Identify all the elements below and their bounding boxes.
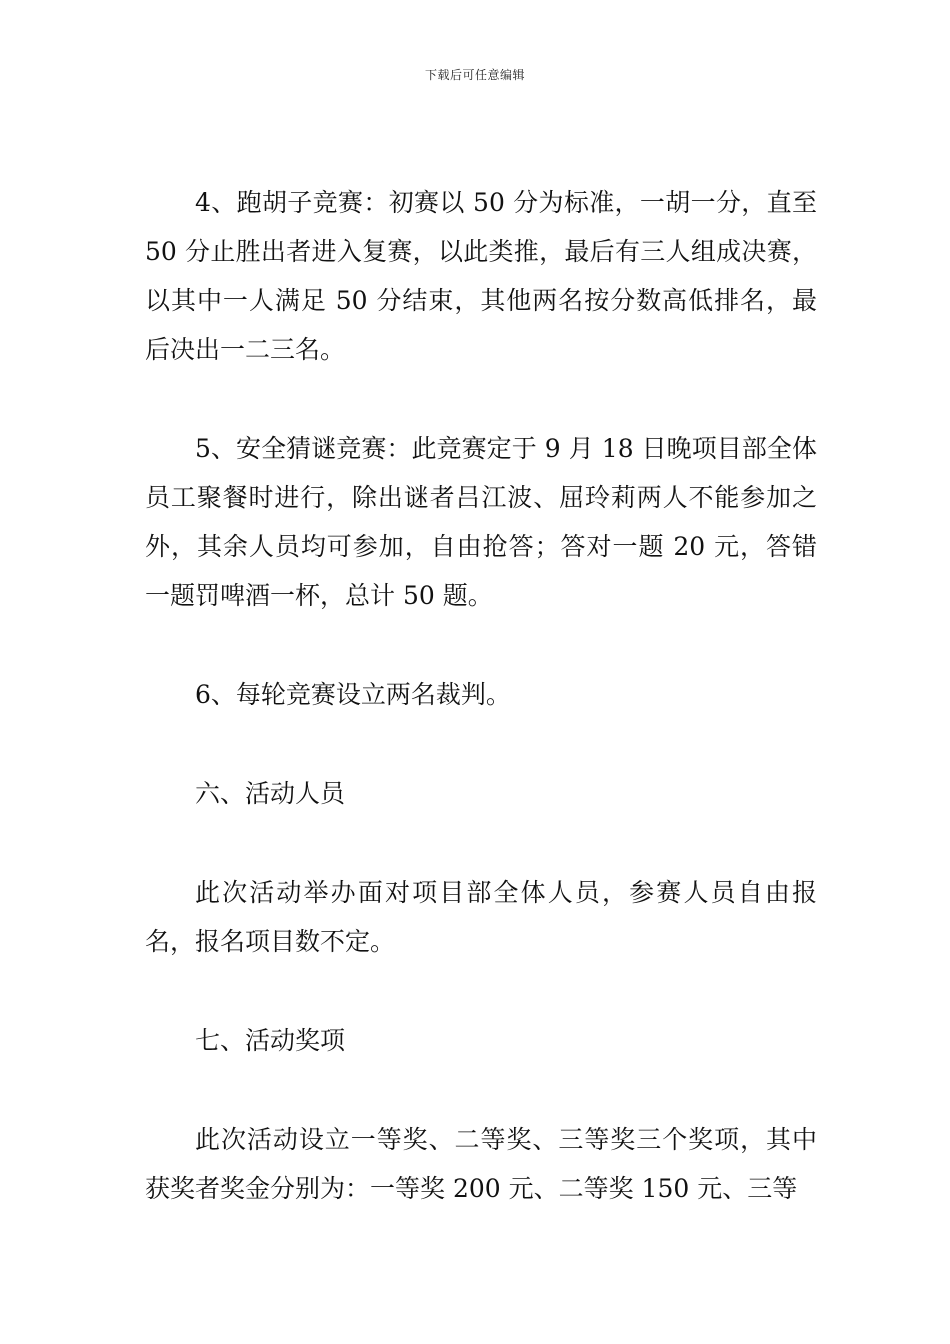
- paragraph-spacer: [145, 818, 817, 868]
- paragraph-spacer: [145, 719, 817, 769]
- document-body: [145, 178, 817, 1213]
- paragraph-rule-5: 5、安全猜谜竞赛：此竞赛定于 9 月 18 日晚项目部全体员工聚餐时进行，除出谜者吕江波、屈玲莉两人不能参加之外，其余人员均可参加，自由抢答；答对一题 20 元，答错一题罚啤酒一杯，总计 50 题。: [145, 434, 817, 610]
- paragraph-rule-6: 6、每轮竞赛设立两名裁判。: [195, 680, 511, 709]
- paragraph-awards: 此次活动设立一等奖、二等奖、三等奖三个奖项，其中获奖者奖金分别为：一等奖 200 元、二等奖 150 元、三等: [145, 1125, 817, 1203]
- section-heading-awards: 七、活动奖项: [195, 1026, 346, 1055]
- section-heading-participants: 六、活动人员: [195, 779, 346, 808]
- paragraph-spacer: [145, 620, 817, 670]
- page-header: 下载后可任意编辑: [424, 68, 525, 82]
- paragraph-spacer: [145, 966, 817, 1016]
- paragraph-spacer: [145, 374, 817, 424]
- paragraph-spacer: [145, 1065, 817, 1115]
- paragraph-participants: 此次活动举办面对项目部全体人员，参赛人员自由报名，报名项目数不定。: [145, 878, 817, 956]
- paragraph-rule-4: 4、跑胡子竞赛：初赛以 50 分为标准，一胡一分，直至 50 分止胜出者进入复赛，以此类推，最后有三人组成决赛，以其中一人满足 50 分结束，其他两名按分数高低排名，最后决出一二三名。: [145, 188, 817, 364]
